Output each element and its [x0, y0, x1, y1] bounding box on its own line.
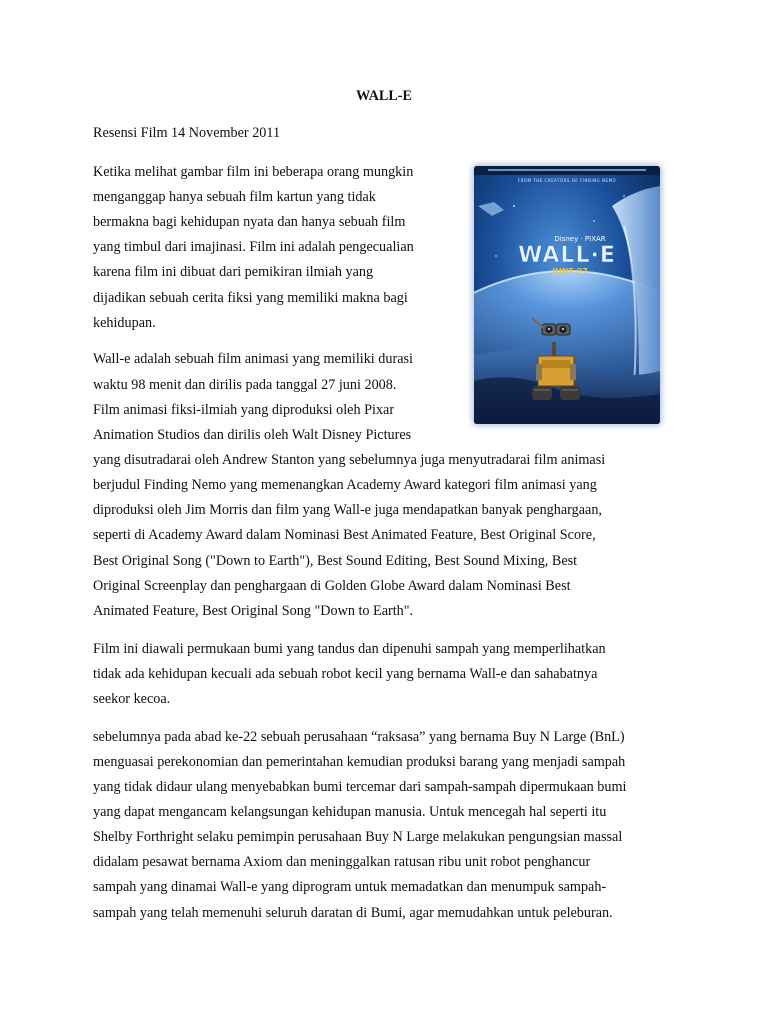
text-line: Animation Studios dan dirilis oleh Walt Disney Pictures: [93, 427, 412, 443]
text-line: menganggap hanya sebuah film kartun yang tidak: [93, 189, 376, 205]
text-line: Best Original Song ("Down to Earth"), Best Sound Editing, Best Sound Mixing, Best: [93, 553, 578, 569]
text-line: diproduksi oleh Jim Morris dan film yang Wall-e juga mendapatkan banyak penghargaan,: [93, 502, 602, 518]
text-line: karena film ini dibuat dari pemikiran ilmiah yang: [93, 264, 374, 280]
text-line: yang tidak didaur ulang menyebabkan bumi tercemar dari sampah-sampah dipermukaan bumi: [93, 779, 627, 795]
text-line: didalam pesawat bernama Axiom dan meninggalkan ratusan ribu unit robot penghancur: [93, 854, 591, 870]
text-line: yang disutradarai oleh Andrew Stanton yang sebelumnya juga menyutradarai film animasi: [93, 452, 606, 468]
text-line: Animated Feature, Best Original Song "Down to Earth".: [93, 603, 414, 619]
text-line: seekor kecoa.: [93, 691, 171, 707]
text-line: Shelby Forthright selaku pemimpin perusahaan Buy N Large melakukan pengungsian massal: [93, 829, 623, 845]
text-line: seperti di Academy Award dalam Nominasi Best Animated Feature, Best Original Score,: [93, 527, 596, 543]
poster-brand: Disney · PIXAR: [554, 235, 606, 243]
wall-e-poster-image: [474, 166, 660, 424]
text-line: bermakna bagi kehidupan nyata dan hanya sebuah film: [93, 214, 406, 230]
text-line: Film ini diawali permukaan bumi yang tandus dan dipenuhi sampah yang memperlihatkan: [93, 641, 606, 657]
text-line: waktu 98 menit dan dirilis pada tanggal 27 juni 2008.: [93, 377, 397, 393]
text-line: sebelumnya pada abad ke-22 sebuah perusahaan “raksasa” yang bernama Buy N Large (BnL): [93, 729, 625, 745]
text-line: kehidupan.: [93, 315, 156, 331]
text-line: Ketika melihat gambar film ini beberapa orang mungkin: [93, 164, 414, 180]
text-line: menguasai perekonomian dan pemerintahan kemudian produksi barang yang menjadi sampah: [93, 754, 626, 770]
text-line: sampah yang dinamai Wall-e yang diprogram untuk memadatkan dan menumpuk sampah-: [93, 879, 607, 895]
text-line: sampah yang telah memenuhi seluruh daratan di Bumi, agar memudahkan untuk peleburan.: [93, 905, 613, 921]
text-line: berjudul Finding Nemo yang memenangkan Academy Award kategori film animasi yang: [93, 477, 597, 493]
text-line: dijadikan sebuah cerita fiksi yang memiliki makna bagi: [93, 290, 408, 306]
document-date-line: Resensi Film 14 November 2011: [93, 125, 281, 141]
text-line: Original Screenplay dan penghargaan di Golden Globe Award dalam Nominasi Best: [93, 578, 571, 594]
document-title: WALL-E: [356, 88, 412, 104]
poster-title: WALL·E: [518, 243, 616, 268]
text-line: Film animasi fiksi-ilmiah yang diproduksi oleh Pixar: [93, 402, 395, 418]
svg-text:FROM THE CREATORS OF FINDING N: FROM THE CREATORS OF FINDING NEMO: [517, 178, 617, 183]
text-line: tidak ada kehidupan kecuali ada sebuah robot kecil yang bernama Wall-e dan sahabatnya: [93, 666, 598, 682]
poster-date: JUNE 27: [552, 267, 588, 276]
text-line: yang dapat mengancam kelangsungan kehidupan manusia. Untuk mencegah hal seperti itu: [93, 804, 607, 820]
text-line: yang timbul dari imajinasi. Film ini adalah pengecualian: [93, 239, 414, 255]
text-line: Wall-e adalah sebuah film animasi yang memiliki durasi: [93, 351, 413, 367]
